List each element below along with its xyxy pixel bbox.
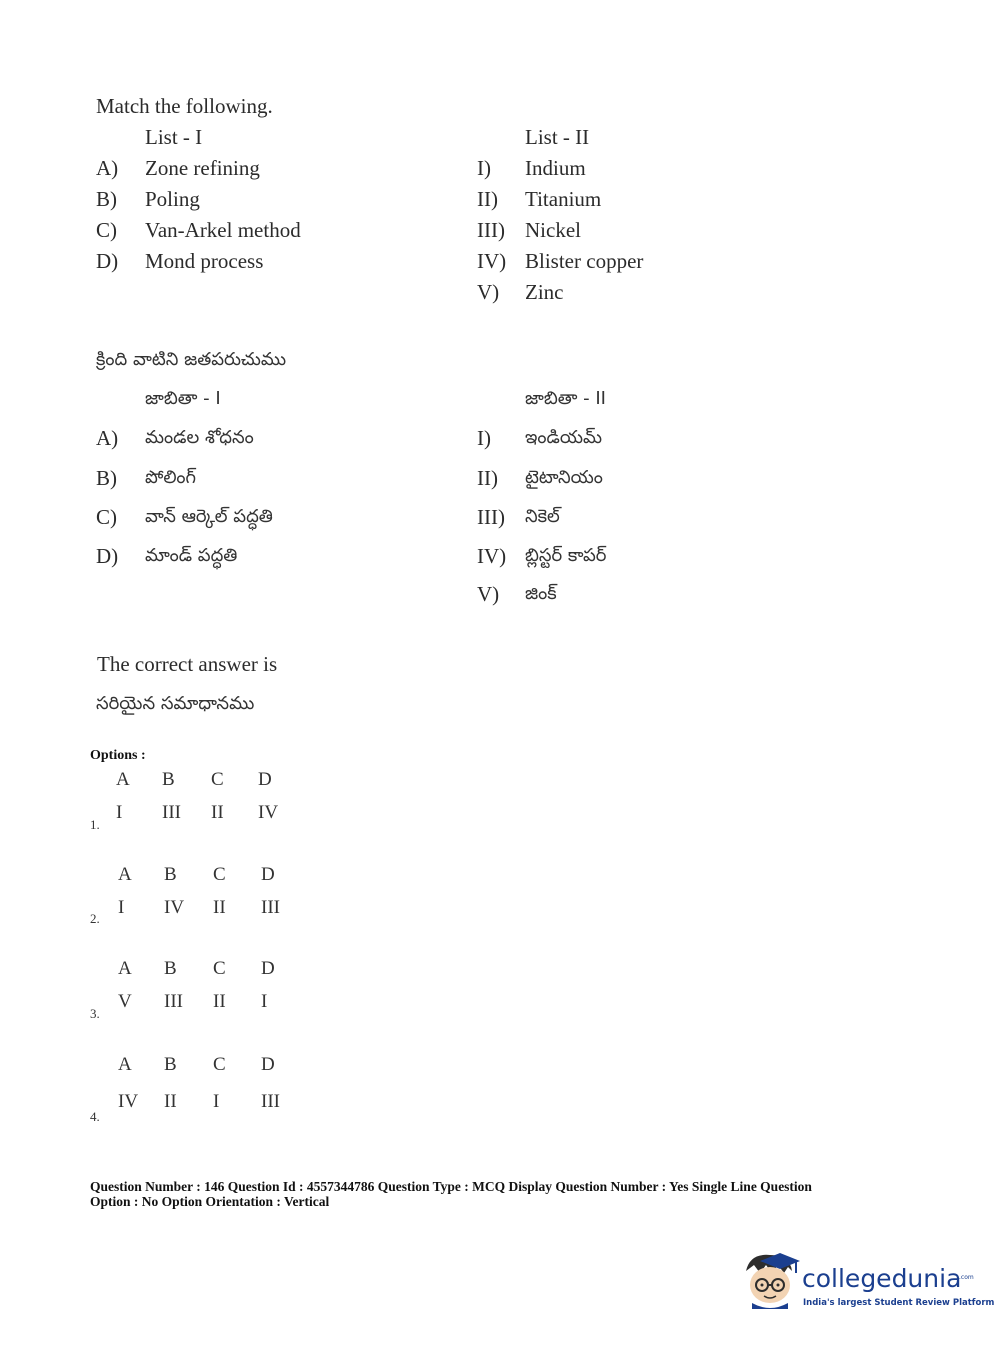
option-value: III <box>162 802 181 823</box>
list-2-item-telugu: బ్లిస్టర్ కాపర్ <box>525 545 607 566</box>
option-header: D <box>261 1054 275 1075</box>
list-1-key: C) <box>96 505 117 529</box>
list-2-key: V) <box>477 280 500 304</box>
list-2-key: IV) <box>477 249 507 273</box>
list-2-key: III) <box>477 505 505 529</box>
list-1-key: A) <box>96 426 119 450</box>
list-2-item: Titanium <box>525 187 602 211</box>
option-value: I <box>116 802 123 823</box>
collegedunia-mascot-icon <box>740 1247 802 1309</box>
option-number[interactable]: 1. <box>90 817 100 832</box>
option-value: I <box>118 897 125 918</box>
list-2-item-telugu: జింక్ <box>525 583 557 604</box>
answer-prompt: The correct answer is <box>97 652 278 676</box>
list-1-key: B) <box>96 466 117 490</box>
list-2-key: I) <box>477 156 491 180</box>
option-header: C <box>213 1054 226 1075</box>
question-instruction-telugu: క్రింది వాటిని జతపరుచుము <box>96 349 287 370</box>
option-header: D <box>261 864 275 885</box>
list-2-item-telugu: ఇండియమ్ <box>525 427 603 448</box>
option-number[interactable]: 4. <box>90 1109 100 1124</box>
option-header: C <box>213 864 226 885</box>
list-1-item: Zone refining <box>145 156 260 180</box>
list-2-key: V) <box>477 582 500 606</box>
options-label: Options : <box>90 748 146 763</box>
option-number[interactable]: 3. <box>90 1006 100 1021</box>
question-meta-line-2: Option : No Option Orientation : Vertical <box>90 1194 330 1209</box>
list-1-item-telugu: వాన్ ఆర్కెల్ పద్ధతి <box>145 506 273 527</box>
list-1-item-telugu: మండల శోధనం <box>145 427 254 448</box>
list-1-key: B) <box>96 187 117 211</box>
option-header: C <box>213 958 226 979</box>
list-1-title-telugu: జాబితా - I <box>145 388 221 409</box>
list-1-key: D) <box>96 249 119 273</box>
list-2-item: Nickel <box>525 218 581 242</box>
option-header: C <box>211 769 224 790</box>
option-header: B <box>164 958 177 979</box>
option-value: III <box>261 897 280 918</box>
option-header: B <box>164 1054 177 1075</box>
option-number[interactable]: 2. <box>90 911 100 926</box>
option-value: III <box>261 1091 280 1112</box>
option-header: A <box>116 769 130 790</box>
option-value: V <box>118 991 132 1012</box>
list-2-item-telugu: టైటానియం <box>525 467 603 488</box>
list-1-item: Mond process <box>145 249 264 273</box>
list-2-key: IV) <box>477 544 507 568</box>
list-1-item-telugu: పోలింగ్ <box>145 467 196 488</box>
list-2-key: II) <box>477 466 498 490</box>
question-meta-line-1: Question Number : 146 Question Id : 4557344786 Question Type : MCQ Display Question Number : Yes Single Line Question <box>90 1179 812 1194</box>
list-1-title: List - I <box>145 125 203 149</box>
option-value: II <box>164 1091 177 1112</box>
list-1-key: A) <box>96 156 119 180</box>
option-header: B <box>162 769 175 790</box>
list-2-item: Indium <box>525 156 586 180</box>
option-value: II <box>213 991 226 1012</box>
list-1-key: D) <box>96 544 119 568</box>
option-value: I <box>261 991 268 1012</box>
collegedunia-logo-text: collegedunia <box>802 1264 962 1293</box>
list-2-item: Blister copper <box>525 249 644 273</box>
option-header: A <box>118 958 132 979</box>
list-2-title-telugu: జాబితా - II <box>525 388 606 409</box>
list-2-item-telugu: నికెల్ <box>525 506 560 527</box>
list-1-item: Poling <box>145 187 200 211</box>
list-1-item-telugu: మాండ్ పద్ధతి <box>145 545 238 566</box>
option-value: I <box>213 1091 220 1112</box>
list-2-key: I) <box>477 426 491 450</box>
collegedunia-tagline: India's largest Student Review Platform <box>803 1298 995 1308</box>
option-value: III <box>164 991 183 1012</box>
list-1-key: C) <box>96 218 117 242</box>
list-2-item: Zinc <box>525 280 564 304</box>
option-value: II <box>213 897 226 918</box>
option-value: IV <box>118 1091 139 1112</box>
option-value: IV <box>164 897 185 918</box>
list-2-key: III) <box>477 218 505 242</box>
answer-prompt-telugu: సరియైన సమాధానము <box>96 693 255 714</box>
option-value: IV <box>258 802 279 823</box>
list-2-key: II) <box>477 187 498 211</box>
collegedunia-logo-suffix: .com <box>959 1274 974 1281</box>
option-header: D <box>261 958 275 979</box>
option-header: A <box>118 1054 132 1075</box>
list-1-item: Van-Arkel method <box>145 218 301 242</box>
option-header: D <box>258 769 272 790</box>
list-2-title: List - II <box>525 125 590 149</box>
option-header: A <box>118 864 132 885</box>
option-value: II <box>211 802 224 823</box>
question-instruction: Match the following. <box>96 94 273 118</box>
option-header: B <box>164 864 177 885</box>
